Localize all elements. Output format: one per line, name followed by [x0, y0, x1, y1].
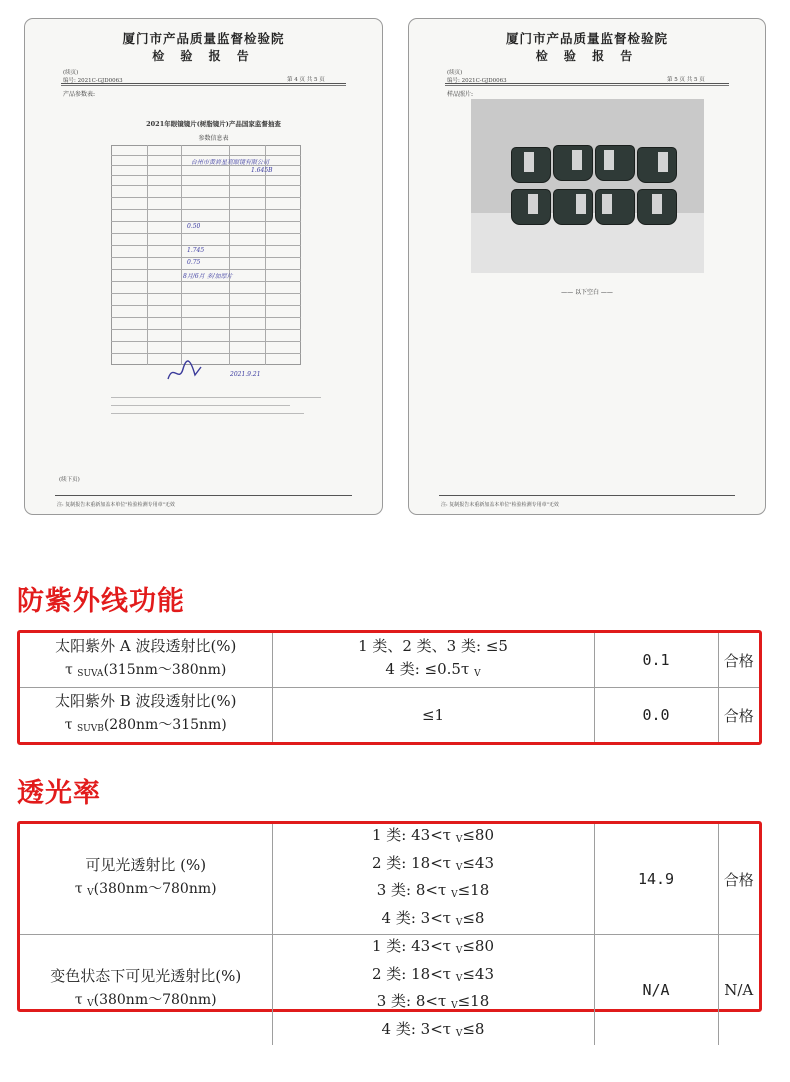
report-number: 编号: 2021C-GJD0063	[63, 78, 123, 84]
parameter-cell	[20, 824, 272, 935]
verdict: N/A	[718, 935, 759, 1046]
measured-value: 0.1	[594, 633, 718, 688]
report-page-4	[24, 18, 383, 515]
handwriting-company: 台州市黄岩星亮眼镜有限公司	[191, 159, 270, 166]
parameter-name: 太阳紫外 B 波段透射比(%)	[54, 692, 237, 710]
signature-date: 2021.9.21	[230, 371, 261, 378]
handwriting-value-4: 8月/6月 多/加厚片	[183, 273, 233, 280]
criteria-line: ≤1	[421, 705, 445, 724]
verdict: 合格	[718, 688, 759, 743]
criteria-cell	[272, 633, 594, 688]
table-row	[20, 688, 759, 743]
criteria-line: 4 类: 3<τ $_V$≤8	[381, 1019, 485, 1039]
header-rule	[61, 83, 346, 84]
criteria-line: 1 类: 43<τ $_V$≤80	[371, 937, 495, 956]
measured-value: 14.9	[594, 824, 718, 935]
verdict: 合格	[718, 633, 759, 688]
handwriting-value-1: 0.50	[187, 223, 201, 230]
report-title: 检 验 报 告	[535, 49, 639, 63]
report-number: 编号: 2021C-GJD0063	[447, 78, 507, 84]
continued-label: (续页)	[447, 70, 463, 76]
criteria-line: 3 类: 8<τ $_V$≤18	[376, 992, 490, 1011]
criteria-line: 3 类: 8<τ $_V$≤18	[376, 881, 490, 900]
parameter-cell	[20, 633, 272, 688]
end-mark: —— 以下空白 ——	[561, 289, 613, 296]
section-title-transmittance: 透光率	[17, 778, 101, 809]
measured-value: N/A	[594, 935, 718, 1046]
transmittance-results-table	[17, 821, 762, 1039]
institution-name: 厦门市产品质量监督检验院	[505, 31, 668, 46]
report-footer: 注: 复制报告未重新加盖本单位"检验检测专用章"无效	[57, 502, 175, 508]
section-label: 样品照片:	[447, 91, 474, 98]
criteria-cell	[272, 688, 594, 743]
criteria-line: 4 类: ≤0.5τ $_V$	[385, 659, 481, 679]
form-title: 2021年眼镜镜片(树脂镜片)产品国家监督抽查	[146, 120, 281, 128]
parameter-name: 太阳紫外 A 波段透射比(%)	[55, 637, 237, 655]
header-rule-thin	[445, 85, 729, 86]
page-number: 第 5 页 共 5 页	[667, 77, 705, 83]
footer-rule	[55, 495, 352, 496]
parameter-name: 变色状态下可见光透射比(%)	[50, 967, 242, 985]
criteria-line: 1 类: 43<τ $_V$≤80	[371, 826, 495, 845]
parameter-symbol: τ $_{SUVB}$(280nm～315nm)	[64, 717, 227, 734]
header-rule	[445, 83, 729, 84]
handwriting-value-2: 1.745	[187, 247, 205, 254]
handwriting-index: 1.645B	[251, 167, 273, 174]
criteria-cell	[272, 824, 594, 935]
criteria-line: 4 类: 3<τ $_V$≤8	[381, 908, 485, 928]
report-title: 检 验 报 告	[152, 49, 255, 63]
parameter-symbol: τ $_V$(380nm～780nm)	[74, 881, 217, 898]
table-row	[20, 824, 759, 935]
form-notes	[111, 397, 321, 421]
section-label: 产品参数表:	[63, 91, 96, 98]
parameter-cell	[20, 688, 272, 743]
parameter-cell	[20, 935, 272, 1046]
parameter-symbol: τ $_{SUVA}$(315nm～380nm)	[65, 662, 227, 679]
signature	[165, 359, 205, 385]
section-title-uv: 防紫外线功能	[17, 586, 185, 617]
sample-photo	[471, 99, 704, 273]
parameter-form	[111, 145, 301, 365]
measured-value: 0.0	[594, 688, 718, 743]
continued-footer: (续下页)	[59, 477, 80, 483]
form-subtitle: 参数信息表	[198, 135, 229, 142]
criteria-cell	[272, 935, 594, 1046]
handwriting-value-3: 0.75	[187, 259, 201, 266]
report-footer: 注: 复制报告未重新加盖本单位"检验检测专用章"无效	[441, 502, 559, 508]
continued-label: (续页)	[63, 70, 79, 76]
criteria-line: 2 类: 18<τ $_V$≤43	[371, 964, 495, 984]
footer-rule	[439, 495, 735, 496]
header-rule-thin	[61, 85, 346, 86]
institution-name: 厦门市产品质量监督检验院	[122, 31, 285, 46]
report-page-5	[408, 18, 766, 515]
uv-results-table	[17, 630, 762, 745]
parameter-symbol: τ $_V$(380nm～780nm)	[74, 992, 217, 1009]
criteria-line: 1 类、2 类、3 类: ≤5	[358, 637, 508, 655]
verdict: 合格	[718, 824, 759, 935]
parameter-name: 可见光透射比 (%)	[85, 856, 207, 874]
table-row	[20, 935, 759, 1046]
table-row	[20, 633, 759, 688]
criteria-line: 2 类: 18<τ $_V$≤43	[371, 853, 495, 873]
page-number: 第 4 页 共 5 页	[287, 77, 325, 83]
